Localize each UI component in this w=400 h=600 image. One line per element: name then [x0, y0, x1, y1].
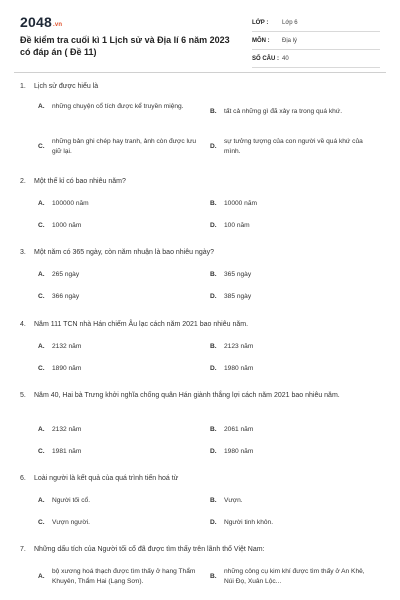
- option-letter: B.: [210, 497, 217, 504]
- option-letter: D.: [210, 448, 217, 455]
- question-number: 2.: [20, 178, 26, 185]
- question-text: Năm 40, Hai bà Trưng khởi nghĩa chống quân Hán giành thắng lợi cách năm 2021 bao nhiêu năm.: [34, 392, 340, 399]
- option-letter: B.: [210, 343, 217, 350]
- question-number: 5.: [20, 392, 26, 399]
- question-number: 1.: [20, 83, 26, 90]
- option-text: 100 năm: [224, 222, 250, 229]
- option-text: 1980 năm: [224, 448, 254, 455]
- question-text: Một năm có 365 ngày, còn năm nhuận là bao nhiêu ngày?: [34, 249, 215, 256]
- option-text: 100000 năm: [52, 200, 89, 207]
- meta-row-count: [252, 50, 380, 68]
- question-6: [20, 474, 380, 526]
- option-c[interactable]: [38, 447, 198, 457]
- option-letter: D.: [210, 142, 217, 150]
- option-text: những bản ghi chép hay tranh, ảnh còn được lưu giữ lại.: [52, 138, 197, 155]
- grade-value: Lớp 6: [282, 19, 298, 26]
- option-a[interactable]: [38, 199, 198, 209]
- option-text: bộ xương hoá thạch được tìm thấy ở hang Thẩm Khuyên, Thẩm Hai (Lạng Sơn).: [52, 568, 196, 585]
- question-stem: [20, 391, 380, 401]
- grade-label: LỚP :: [252, 19, 269, 26]
- option-b[interactable]: [210, 567, 375, 586]
- option-d[interactable]: [210, 221, 375, 231]
- option-text: 2132 năm: [52, 426, 82, 433]
- option-b[interactable]: [210, 199, 375, 209]
- option-a[interactable]: [38, 270, 198, 280]
- option-text: Người tinh khôn.: [224, 519, 274, 526]
- option-letter: A.: [38, 103, 45, 110]
- option-text: 1000 năm: [52, 222, 82, 229]
- option-text: những công cụ kim khí được tìm thấy ở An Khê, Núi Đọ, Xuân Lộc...: [224, 568, 365, 585]
- option-text: Vượn.: [224, 497, 243, 504]
- question-text: Loài người là kết quả của quá trình tiến hoá từ: [34, 475, 179, 482]
- question-stem: [20, 320, 380, 330]
- meta-row-grade: [252, 14, 380, 32]
- option-a[interactable]: [38, 342, 198, 352]
- document-title: Đề kiểm tra cuối kì 1 Lịch sử và Địa lí 6 năm 2023 có đáp án ( Đề 11): [20, 35, 230, 57]
- option-c[interactable]: [38, 518, 198, 528]
- question-stem: [20, 248, 380, 258]
- option-text: 365 ngày: [224, 271, 252, 278]
- option-text: sự tưởng tượng của con người về quá khứ của mình.: [224, 138, 363, 155]
- option-letter: A.: [38, 497, 45, 504]
- question-text: Lịch sử được hiểu là: [34, 83, 99, 90]
- option-c[interactable]: [38, 364, 198, 374]
- option-d[interactable]: [210, 137, 375, 156]
- option-letter: B.: [210, 426, 217, 433]
- option-text: 1981 năm: [52, 448, 82, 455]
- option-b[interactable]: [210, 496, 375, 506]
- option-b[interactable]: [210, 270, 375, 280]
- option-letter: B.: [210, 108, 217, 115]
- question-text: Năm 111 TCN nhà Hán chiếm Âu lạc cách năm 2021 bao nhiêu năm.: [34, 321, 249, 328]
- question-3: [20, 248, 380, 300]
- logo-suffix: .vn: [52, 22, 63, 28]
- option-text: 366 ngày: [52, 293, 80, 300]
- option-c[interactable]: [38, 137, 198, 156]
- option-c[interactable]: [38, 221, 198, 231]
- option-text: tất cả những gì đã xảy ra trong quá khứ.: [224, 108, 343, 115]
- option-letter: A.: [38, 572, 45, 580]
- question-number: 4.: [20, 321, 26, 328]
- option-d[interactable]: [210, 518, 375, 528]
- option-text: 2061 năm: [224, 426, 254, 433]
- question-stem: [20, 545, 380, 555]
- option-letter: C.: [38, 222, 45, 229]
- question-1: [20, 82, 380, 155]
- option-a[interactable]: [38, 102, 198, 112]
- question-stem: [20, 82, 380, 92]
- option-a[interactable]: [38, 425, 198, 435]
- question-number: 6.: [20, 475, 26, 482]
- option-letter: A.: [38, 271, 45, 278]
- subject-value: Địa lý: [282, 37, 298, 44]
- option-b[interactable]: [210, 425, 375, 435]
- question-count-label: SỐ CÂU :: [252, 55, 279, 62]
- option-a[interactable]: [38, 496, 198, 506]
- meta-row-subject: [252, 32, 380, 50]
- option-letter: A.: [38, 200, 45, 207]
- option-letter: C.: [38, 519, 45, 526]
- question-5: [20, 391, 380, 455]
- option-text: Người tối cổ.: [52, 497, 91, 504]
- option-b[interactable]: [210, 342, 375, 352]
- option-letter: B.: [210, 572, 217, 580]
- option-text: 265 ngày: [52, 271, 80, 278]
- option-text: 1890 năm: [52, 365, 82, 372]
- option-text: 1980 năm: [224, 365, 254, 372]
- question-stem: [20, 177, 380, 187]
- option-letter: B.: [210, 200, 217, 207]
- option-c[interactable]: [38, 292, 198, 302]
- option-a[interactable]: [38, 567, 198, 586]
- option-letter: C.: [38, 293, 45, 300]
- option-letter: D.: [210, 519, 217, 526]
- option-text: những chuyện cổ tích được kể truyền miệng.: [52, 103, 184, 110]
- logo-main-text: 2048: [20, 14, 52, 30]
- option-text: 2123 năm: [224, 343, 254, 350]
- question-number: 7.: [20, 546, 26, 553]
- question-stem: [20, 474, 380, 484]
- option-text: 385 ngày: [224, 293, 252, 300]
- question-2: [20, 177, 380, 229]
- option-text: 10000 năm: [224, 200, 257, 207]
- question-4: [20, 320, 380, 372]
- option-d[interactable]: [210, 292, 375, 302]
- option-letter: D.: [210, 222, 217, 229]
- option-letter: C.: [38, 365, 45, 372]
- option-letter: B.: [210, 271, 217, 278]
- question-count-value: 40: [282, 55, 289, 62]
- subject-label: MÔN :: [252, 37, 270, 44]
- option-letter: A.: [38, 343, 45, 350]
- option-b[interactable]: [210, 107, 375, 117]
- header-divider: [14, 72, 386, 73]
- meta-table: [252, 14, 380, 68]
- option-text: Vượn người.: [52, 519, 91, 526]
- question-number: 3.: [20, 249, 26, 256]
- option-letter: C.: [38, 448, 45, 455]
- option-letter: C.: [38, 142, 45, 150]
- question-text: Một thế kỉ có bao nhiêu năm?: [34, 178, 126, 185]
- question-7: [20, 545, 380, 585]
- question-text: Những dấu tích của Người tối cổ đã được tìm thấy trên lãnh thổ Việt Nam:: [34, 546, 265, 553]
- site-logo[interactable]: [20, 14, 62, 30]
- option-d[interactable]: [210, 364, 375, 374]
- option-letter: D.: [210, 365, 217, 372]
- option-letter: D.: [210, 293, 217, 300]
- option-d[interactable]: [210, 447, 375, 457]
- document-header: [0, 0, 400, 70]
- option-letter: A.: [38, 426, 45, 433]
- option-text: 2132 năm: [52, 343, 82, 350]
